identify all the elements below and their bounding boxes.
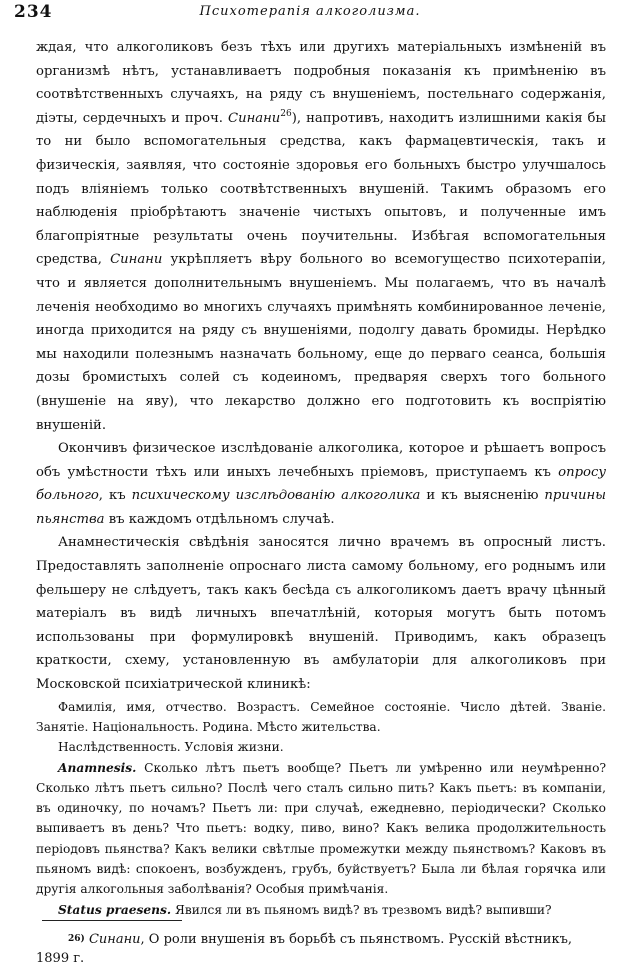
form-anamnesis (36, 758, 606, 900)
text-run: , къ (98, 488, 132, 504)
text-run: ждая, что алкоголиковъ безъ тѣхъ или другихъ матеріальныхъ измѣненій въ организмѣ нѣтъ, устанавливаетъ подробныя показанія къ примѣненію въ соотвѣтственныхъ случаяхъ, на ряду съ внушеніемъ, постельнаго содержанія, діэты, сердечныхъ и проч. (36, 40, 606, 126)
emphasis: причины пьянства (36, 488, 606, 527)
page-number: 234 (14, 2, 53, 22)
text-run: Окончивъ физическое изслѣдованіе алкоголика, которое и рѣшаетъ вопросъ объ умѣстности тѣхъ или иныхъ лечебныхъ пріемовъ, приступаемъ къ (36, 441, 606, 480)
running-title: Психотерапія алкоголизма. (199, 4, 421, 19)
text-run: укрѣпляетъ вѣру больного во всемогущество психотерапіи, что и является дополнительнымъ внушеніемъ. Мы полагаемъ, что въ началѣ леченія необходимо во многихъ случаяхъ примѣнять комбинированное леченіе, иногда приходится на ряду съ внушеніями, подолгу давать бромиды. Нерѣдко мы находили полезнымъ назначать больному, еще до перваго сеанса, большія дозы бромистыхъ солей съ кодеиномъ, предваряя сверхъ того больного (внушеніе на яву), что лекарство должно его подготовить къ воспріятію внушеній. (36, 252, 606, 433)
text-run: и къ выясненію (420, 488, 545, 504)
paragraph-3: Анамнестическія свѣдѣнія заносятся лично врачемъ въ опросный листъ. Предоставлять заполненіе опроснаго листа самому больному, его роднымъ или фельшеру не слѣдуетъ, такъ какъ бесѣда съ алкоголикомъ даетъ врачу цѣнный матеріалъ въ видѣ личныхъ впечатлѣній, которыя могутъ быть потомъ использованы при формулировкѣ внушеній. Приводимъ, какъ образецъ краткости, схему, установленную въ амбулаторіи для алкоголиковъ при Московской психіатрической клиникѣ: (36, 535, 606, 693)
footnote-author: Синани (88, 932, 141, 947)
author-name: Синани (110, 252, 163, 268)
footnote-number: 26) (68, 934, 85, 944)
emphasis: психическому изслѣдованію алкоголика (131, 488, 421, 504)
paragraph-2 (36, 437, 606, 531)
form-line-2: Наслѣдственность. Условія жизни. (58, 740, 284, 755)
form-line-1: Фамилія, имя, отчество. Возрастъ. Семейное состояніе. Число дѣтей. Званіе. Занятіе. Національность. Родина. Мѣсто жительства. (36, 699, 606, 734)
footnote-text: , О роли внушенія въ борьбѣ съ пьянствомъ. Русскій вѣстникъ, 1899 г. (36, 932, 572, 966)
page-body (36, 36, 606, 920)
text-run: ), напротивъ, находитъ излишними какія бы то ни было вспомогательныя средства, какъ фармацевтическія, такъ и физическія, заявляя, что состояніе здоровья его больныхъ быстро улучшалось подъ вліяніемъ только соотвѣтственныхъ внушеній. Такимъ образомъ его наблюденія пріобрѣтаютъ значеніе чистыхъ опытовъ, и полученные имъ благопріятные результаты очень поучительны. Избѣгая вспомогательныя средства, (36, 110, 606, 268)
text-run: въ каждомъ отдѣльномъ случаѣ. (104, 511, 335, 527)
text-run: Явился ли въ пьяномъ видѣ? въ трезвомъ видѣ? выпивши? (171, 902, 552, 917)
footnotes (36, 930, 606, 968)
footnote-rule (42, 920, 182, 921)
footnote-26 (36, 930, 606, 968)
footnote-ref: 26 (280, 108, 292, 119)
text-run: Сколько лѣтъ пьетъ вообще? Пьетъ ли умѣренно или неумѣренно? Сколько лѣтъ пьетъ сильно? Послѣ чего сталъ сильно пить? Какъ пьетъ: въ компаніи, въ одиночку, по ночамъ? Пьетъ ли: при случаѣ, ежедневно, періодически? Сколько выпиваетъ въ день? Что пьетъ: водку, пиво, вино? Какъ велика продолжительность періодовъ пьянства? Какъ велики свѣтлые промежутки между пьянствомъ? Каковъ въ пьяномъ видѣ: спокоенъ, возбужденъ, грубъ, буйствуетъ? Была ли бѣлая горячка или другія алкогольныя заболѣванія? Особыя примѣчанія. (36, 760, 606, 897)
author-name: Синани (227, 110, 281, 126)
page-header (14, 2, 606, 24)
emphasis: опросу больного (36, 464, 606, 504)
form-status (36, 900, 606, 920)
section-label: Anamnesis. (58, 760, 137, 775)
section-label: Status praesens. (58, 902, 172, 917)
paragraph-1 (36, 36, 606, 437)
